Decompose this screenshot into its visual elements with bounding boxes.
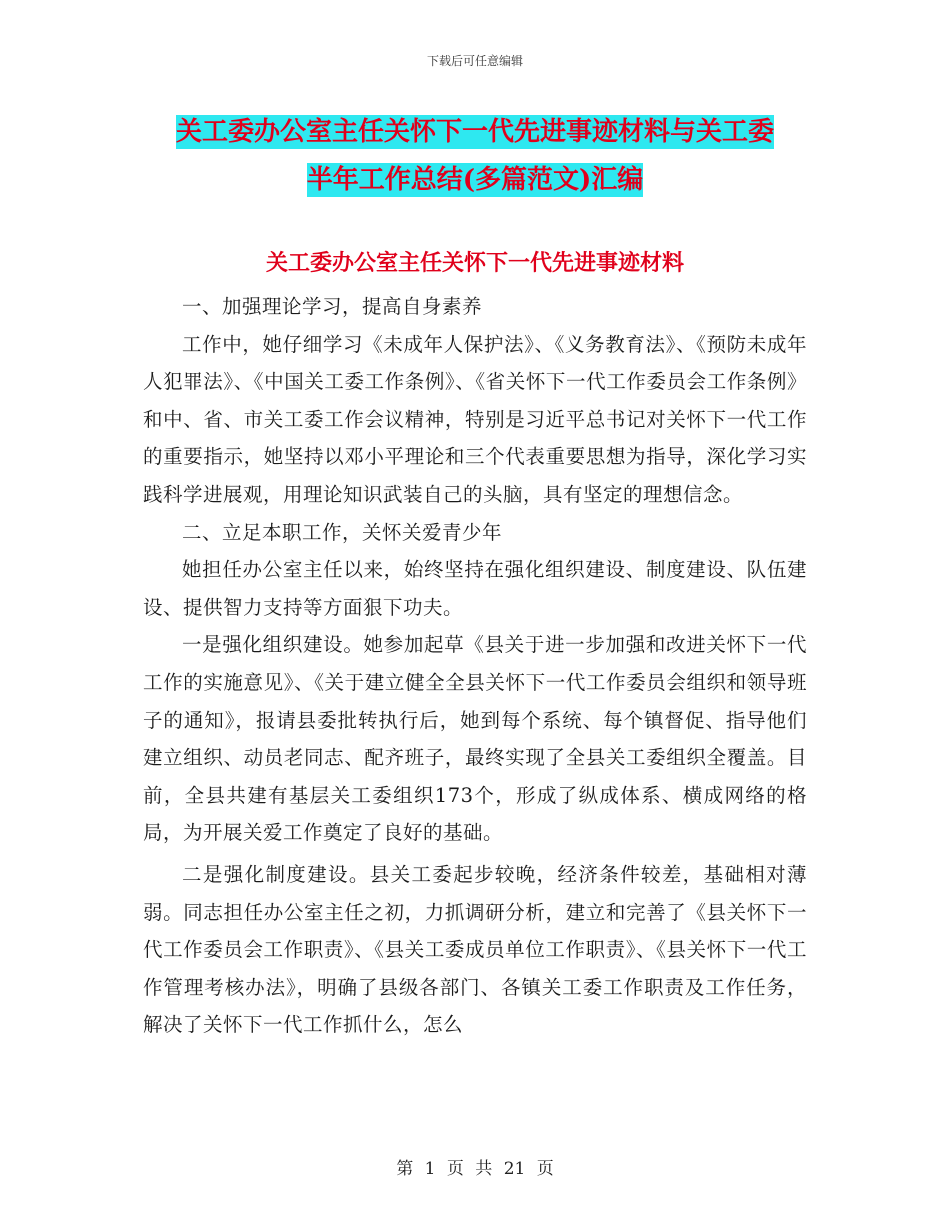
document-title-line-1: 关工委办公室主任关怀下一代先进事迹材料与关工委 <box>175 117 774 147</box>
page-number-footer: 第 1 页 共 21 页 <box>396 1159 554 1179</box>
heading-1: 一、加强理论学习，提高自身素养 <box>182 295 483 318</box>
section-title: 关工委办公室主任关怀下一代先进事迹材料 <box>265 250 684 276</box>
paragraph: 她担任办公室主任以来，始终坚持在强化组织建设、制度建设、队伍建设、提供智力支持等方面狠下功夫。 <box>143 558 807 619</box>
document-title-line-2: 半年工作总结(多篇范文)汇编 <box>306 165 644 195</box>
paragraph: 二是强化制度建设。县关工委起步较晚，经济条件较差，基础相对薄弱。同志担任办公室主任之初，力抓调研分析，建立和完善了《县关怀下一代工作委员会工作职责》、《县关工委成员单位工作职责》、《县关怀下一代工作管理考核办法》，明确了县级各部门、各镇关工委工作职责及工作任务，解决了关怀下一代工作抓什么，怎么 <box>143 862 807 1037</box>
body-text <box>143 288 807 1044</box>
document-title <box>143 108 807 204</box>
heading-2: 二、立足本职工作，关怀关爱青少年 <box>182 520 503 544</box>
header-note: 下载后可任意编辑 <box>426 54 523 68</box>
paragraph: 一是强化组织建设。她参加起草《县关于进一步加强和改进关怀下一代工作的实施意见》、《关于建立健全全县关怀下一代工作委员会组织和领导班子的通知》，报请县委批转执行后，她到每个系统、每个镇督促、指导他们建立组织、动员老同志、配齐班子，最终实现了全县关工委组织全覆盖。目前，全县共建有基层关工委组织173个，形成了纵成体系、横成网络的格局，为开展关爱工作奠定了良好的基础。 <box>143 633 807 845</box>
paragraph: 工作中，她仔细学习《未成年人保护法》、《义务教育法》、《预防未成年人犯罪法》、《中国关工委工作条例》、《省关怀下一代工作委员会工作条例》和中、省、市关工委工作会议精神，特别是习近平总书记对关怀下一代工作的重要指示，她坚持以邓小平理论和三个代表重要思想为指导，深化学习实践科学进展观，用理论知识武装自己的头脑，具有坚定的理想信念。 <box>143 332 807 506</box>
